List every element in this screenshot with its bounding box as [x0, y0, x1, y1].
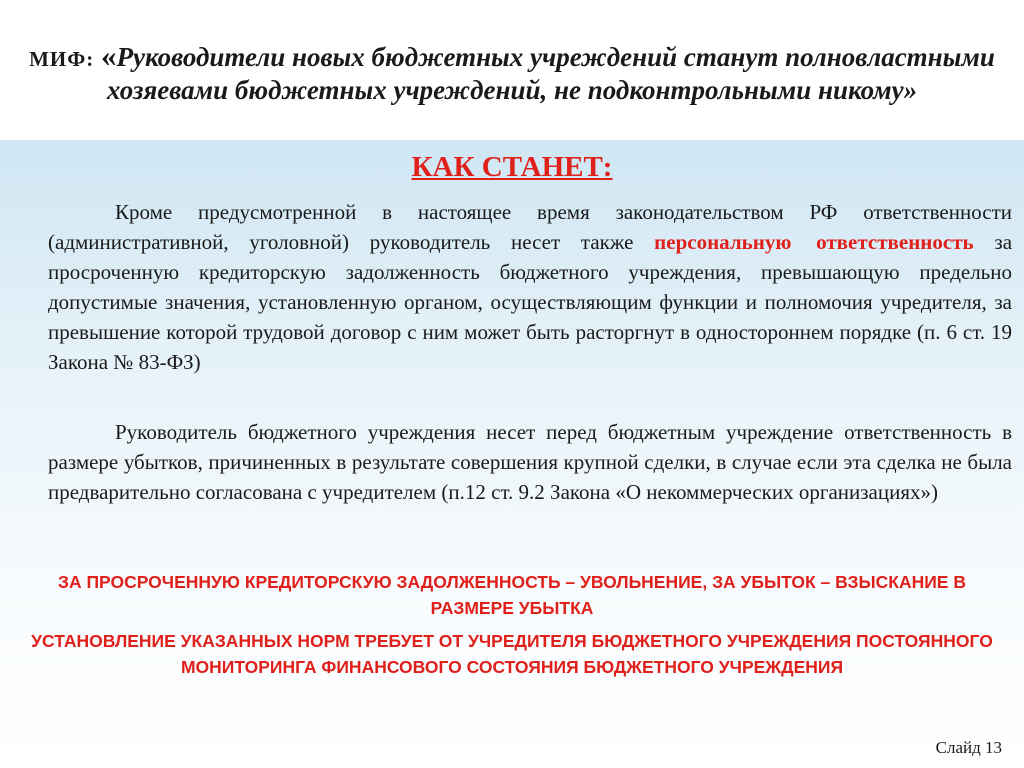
paragraph-losses-liability: Руководитель бюджетного учреждения несет перед бюджетным учреждение ответственность в размере убытков, причиненных в результате совершения крупной сделки, в случае если эта сделка не была предварительно согласована с учредителем (п.12 ст. 9.2 Закона «О некоммерческих организациях»)	[48, 420, 1012, 504]
slide-number: Слайд 13	[935, 738, 1002, 757]
title-quote-open: «	[101, 38, 117, 73]
paragraph1-after: за просроченную кредиторскую задолженность бюджетного учреждения, превышающую предельно допустимые значения, установленную органом, осуществляющим функции и полномочия учредителя, за превышение которой трудовой договор с ним может быть расторгнут в одностороннем порядке (п. 6 ст. 19 Закона № 83-ФЗ)	[48, 230, 1013, 374]
section-heading: КАК СТАНЕТ:	[411, 151, 613, 183]
title-text: Руководители новых бюджетных учреждений станут полновластными хозяевами бюджетных учреждений, не подконтрольными никому»	[106, 42, 995, 105]
conclusion-monitoring: УСТАНОВЛЕНИЕ УКАЗАННЫХ НОРМ ТРЕБУЕТ ОТ УЧРЕДИТЕЛЯ БЮДЖЕТНОГО УЧРЕЖДЕНИЯ ПОСТОЯННОГО МОНИТОРИНГА ФИНАНСОВОГО СОСТОЯНИЯ БЮДЖЕТНОГО УЧРЕЖДЕНИЯ	[31, 631, 993, 677]
paragraph1-highlight: персональную ответственность	[654, 230, 974, 254]
paragraph-personal-responsibility	[48, 197, 1012, 377]
slide-title	[0, 40, 1024, 106]
conclusion-dismissal: ЗА ПРОСРОЧЕННУЮ КРЕДИТОРСКУЮ ЗАДОЛЖЕННОСТЬ – УВОЛЬНЕНИЕ, ЗА УБЫТОК – ВЗЫСКАНИЕ В РАЗМЕРЕ УБЫТКА	[58, 572, 966, 618]
paragraph1-before: Кроме предусмотренной в настоящее время законодательством РФ ответственности (административной, уголовной) руководитель несет также	[48, 200, 1012, 254]
myth-label: МИФ:	[29, 47, 95, 71]
